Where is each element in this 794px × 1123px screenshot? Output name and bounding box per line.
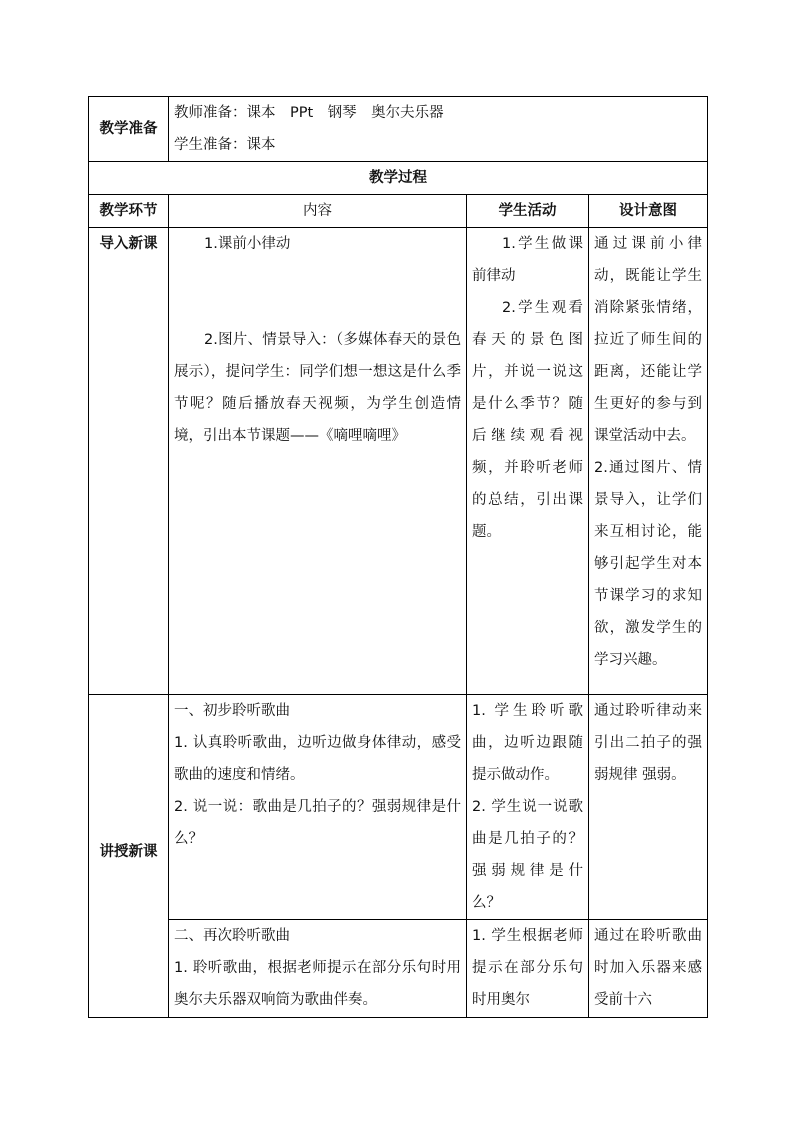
header-row [89, 195, 708, 228]
header-content: 内容 [169, 195, 467, 228]
teach-content-1 [169, 695, 467, 920]
teach1-activity-2: 2. 学生说一说歌曲是几拍子的？强弱规律是什么？ [472, 799, 583, 911]
prep-label: 教学准备 [89, 97, 169, 162]
teach-activity-1 [467, 695, 589, 920]
intro-content [169, 228, 467, 695]
teach2-content-1: 1. 聆听歌曲，根据老师提示在部分乐句时用奥尔夫乐器双响筒为歌曲伴奏。 [174, 960, 461, 1008]
teach-row-2 [89, 920, 708, 1018]
intro-content-1: 1.课前小律动 [204, 236, 291, 252]
prep-row [89, 97, 708, 162]
teach-stage: 讲授新课 [89, 695, 169, 1018]
teach2-activity-1: 1. 学生根据老师提示在部分乐句时用奥尔 [472, 928, 583, 1008]
teach1-intent-1: 通过聆听律动来引出二拍子的强弱规律 强弱。 [594, 703, 703, 783]
student-prep: 学生准备：课本 [174, 137, 276, 153]
intro-intent [589, 228, 708, 695]
intro-intent-1: 通过课前小律动，既能让学生消除紧张情绪，拉近了师生间的距离，还能让学生更好的参与到课堂活动中去。 [594, 236, 703, 444]
teach-content-2 [169, 920, 467, 1018]
intro-content-2: 2.图片、情景导入：（多媒体春天的景色展示），提问学生：同学们想一想这是什么季节呢？随后播放春天视频，为学生创造情境，引出本节课题——《嘀哩嘀哩》 [174, 332, 461, 444]
teacher-prep: 教师准备：课本 PPt 钢琴 奥尔夫乐器 [174, 105, 444, 121]
teach1-activity-1: 1. 学生聆听歌曲，边听边跟随提示做动作。 [472, 703, 583, 783]
process-title: 教学过程 [89, 162, 708, 195]
teach1-content-title: 一、初步聆听歌曲 [174, 703, 290, 719]
teach-activity-2 [467, 920, 589, 1018]
intro-row [89, 228, 708, 695]
prep-content [169, 97, 708, 162]
teach-intent-1 [589, 695, 708, 920]
header-stage: 教学环节 [89, 195, 169, 228]
header-activity: 学生活动 [467, 195, 589, 228]
teach1-content-1: 1. 认真聆听歌曲，边听边做身体律动，感受歌曲的速度和情绪。 [174, 735, 461, 783]
teach2-intent-1: 通过在聆听歌曲时加入乐器来感受前十六 [594, 928, 703, 1008]
teach-row-1 [89, 695, 708, 920]
intro-activity [467, 228, 589, 695]
lesson-plan-table [88, 96, 708, 1018]
teach2-content-title: 二、再次聆听歌曲 [174, 928, 290, 944]
process-title-row [89, 162, 708, 195]
header-intent: 设计意图 [589, 195, 708, 228]
intro-stage: 导入新课 [89, 228, 169, 695]
intro-intent-2: 2.通过图片、情景导入，让学们来互相讨论，能够引起学生对本节课学习的求知欲，激发学生的学习兴趣。 [594, 460, 703, 668]
intro-activity-2: 2.学生观看春天的景色图片，并说一说这是什么季节？随后继续观看视频，并聆听老师的总结，引出课题。 [472, 300, 583, 540]
teach1-content-2: 2. 说一说：歌曲是几拍子的？强弱规律是什么？ [174, 799, 461, 847]
teach-intent-2 [589, 920, 708, 1018]
intro-activity-1: 1.学生做课前律动 [472, 236, 583, 284]
